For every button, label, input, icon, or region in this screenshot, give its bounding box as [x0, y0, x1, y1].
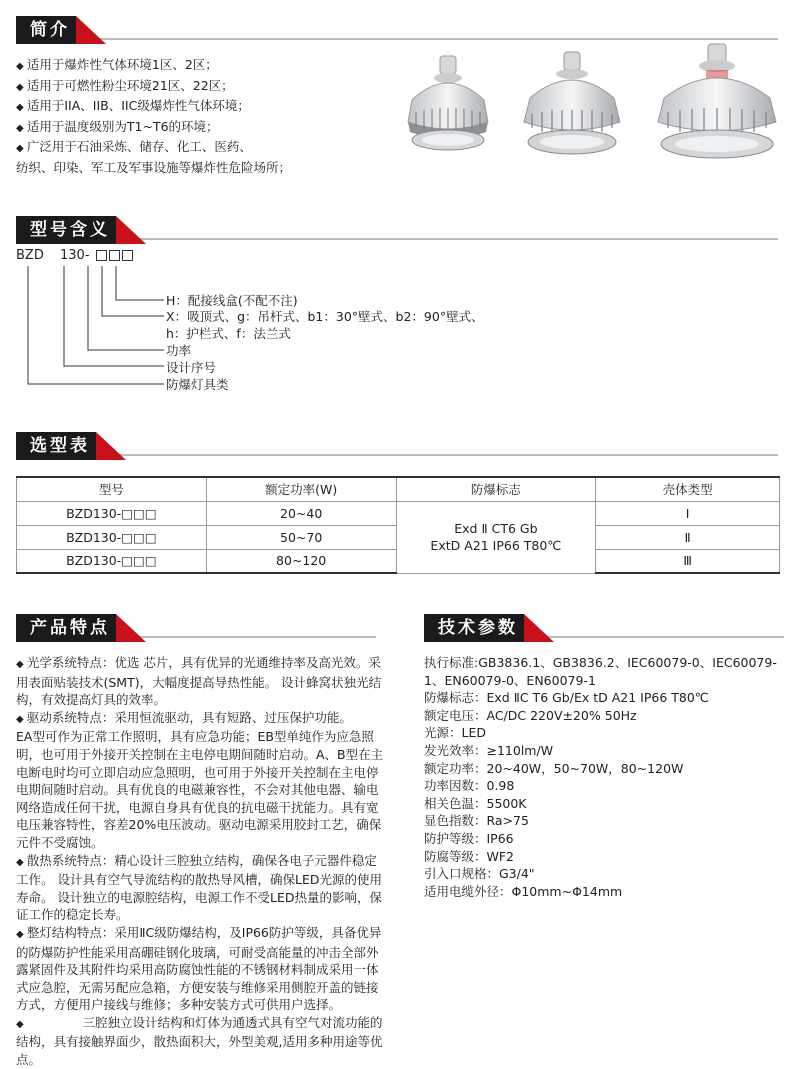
tech-param: 防腐等级：WF2: [424, 848, 515, 864]
tech-param: 适用电缆外径：Φ10mm~Φ14mm: [424, 883, 623, 899]
table-row: [17, 501, 780, 525]
section-title-selection: 选型表: [16, 432, 96, 460]
tech-param: 执行标准:GB3836.1、GB3836.2、IEC60079-0、IEC60079-1、EN60079-0、EN60079-1: [424, 655, 777, 688]
lamp-image-small: [392, 52, 504, 164]
tech-param: 发光效率：≥110lm/W: [424, 742, 554, 758]
tech-param: 光源：LED: [424, 725, 486, 741]
table-header: 壳体类型: [596, 477, 780, 501]
tech-param: 防爆标志：Exd ⅡC T6 Gb/Ex tD A21 IP66 T80℃: [424, 690, 709, 706]
cell-shell: Ⅲ: [596, 549, 780, 573]
section-header-tech: [424, 614, 784, 642]
cell-ex-mark: [396, 501, 596, 573]
features-list: [16, 654, 388, 1069]
table-header-row: [17, 477, 780, 501]
model-label-power: 功率: [166, 343, 192, 358]
intro-item: ◆ 适用于IIA、IIB、IIC级爆炸性气体环境；: [16, 97, 386, 118]
intro-item: ◆ 适用于爆炸性气体环境1区、2区；: [16, 56, 386, 77]
intro-item: ◆ 适用于温度级别为T1~T6的环境；: [16, 118, 386, 139]
tech-param: 显色指数：Ra>75: [424, 813, 529, 829]
cell-power: 50~70: [206, 525, 396, 549]
ex-mark-line1: Exd Ⅱ CT6 Gb: [454, 521, 538, 536]
tech-param: 额定功率：20~40W，50~70W，80~120W: [424, 760, 684, 776]
intro-list: [16, 56, 386, 177]
model-label-class: 防爆灯具类: [166, 377, 229, 392]
table-header: 防爆标志: [396, 477, 596, 501]
tech-param: 功率因数：0.98: [424, 778, 515, 794]
feature-paragraph: ◆ 光学系统特点：优选 芯片，具有优异的光通维持率及高光效。采用表面贴装技术(SMT)，大幅度提高导热性能。 设计蜂窝状独光结构，有效提高灯具的效率。: [16, 654, 388, 709]
tech-param: 防护等级：IP66: [424, 830, 514, 846]
section-header-features: [16, 614, 376, 642]
intro-item: ◆ 适用于可燃性粉尘环境21区、22区；: [16, 77, 386, 98]
tech-params-list: [424, 654, 784, 900]
section-title-model: 型号含义: [16, 216, 116, 244]
section-header-selection: [16, 432, 778, 460]
tech-param: 相关色温：5500K: [424, 795, 527, 811]
lamp-image-medium: [508, 48, 636, 164]
model-prefix: BZD: [16, 248, 44, 263]
section-title-intro: 简介: [16, 16, 76, 44]
cell-model: BZD130-□□□: [17, 525, 207, 549]
tech-param: 引入口规格：G3/4": [424, 866, 535, 882]
section-header-model: [16, 216, 778, 244]
model-placeholder-boxes: [94, 249, 133, 264]
model-connector-lines: [16, 264, 176, 396]
model-label-x: X：吸顶式、g：吊杆式、b1：30°壁式、b2：90°壁式、: [166, 309, 484, 324]
lamp-image-large: [644, 40, 790, 166]
selection-table: [16, 476, 780, 574]
ex-mark-line2: ExtD A21 IP66 T80℃: [430, 538, 562, 553]
table-header: 型号: [17, 477, 207, 501]
intro-item: ◆ 广泛用于石油采炼、储存、化工、医药、: [16, 138, 386, 159]
feature-paragraph: ◆ 三腔独立设计结构和灯体为通透式具有空气对流功能的结构，具有接触界面少，散热面积大，外型美观,适用多种用途等优点。: [16, 1014, 388, 1069]
cell-power: 20~40: [206, 501, 396, 525]
intro-item-continuation: 纺织、印染、军工及军事设施等爆炸性危险场所；: [16, 159, 292, 175]
feature-paragraph: ◆ 散热系统特点：精心设计三腔独立结构，确保各电子元器件稳定工作。 设计具有空气导流结构的散热导风槽，确保LED光源的使用寿命。 设计独立的电源腔结构，电源工作不受LED热量的影响，保证工作的稳定长寿。: [16, 852, 388, 924]
cell-model: BZD130-□□□: [17, 501, 207, 525]
section-title-features: 产品特点: [16, 614, 116, 642]
cell-model: BZD130-□□□: [17, 549, 207, 573]
cell-shell: Ⅱ: [596, 525, 780, 549]
feature-paragraph: ◆ 整灯结构特点：采用ⅡC级防爆结构，及IP66防护等级，具备优异的防爆防护性能采用高硼硅钢化玻璃，可耐受高能量的冲击全部外露紧固件及其附件均采用高防腐蚀性能的不锈钢材料制成采用一体式应急腔，无需另配应急箱，方便安装与维修采用侧腔开盖的链接方式，方便用户接线与维修；多种安装方式可供用户选择。: [16, 924, 388, 1014]
table-header: 额定功率(W): [206, 477, 396, 501]
model-number: 130-: [60, 248, 90, 263]
section-title-tech: 技术参数: [424, 614, 524, 642]
model-label-serial: 设计序号: [166, 360, 217, 375]
model-code-diagram: [16, 248, 496, 398]
feature-paragraph: EA型可作为正常工作照明，具有应急功能；EB型单纯作为应急照明，也可用于外接开关控制在主电停电期间随时启动。A、B型在主电断电时均可立即启动应急照明，也可用于外接开关控制在主电停电期间随时启动。具有优良的电磁兼容性，不会对其他电器、输电网络造成任何干扰，电源自身具有优良的抗电磁干扰能力。具有宽电压兼容特性，容差20%电压波动。驱动电源采用胶封工艺，确保元件不受腐蚀。: [16, 729, 384, 850]
cell-shell: Ⅰ: [596, 501, 780, 525]
tech-param: 额定电压：AC/DC 220V±20% 50Hz: [424, 707, 637, 723]
feature-paragraph: ◆ 驱动系统特点：采用恒流驱动，具有短路、过压保护功能。: [16, 709, 388, 729]
model-label-h: H：配接线盒(不配不注): [166, 293, 298, 308]
model-label-x2: h：护栏式、f：法兰式: [166, 326, 291, 341]
cell-power: 80~120: [206, 549, 396, 573]
